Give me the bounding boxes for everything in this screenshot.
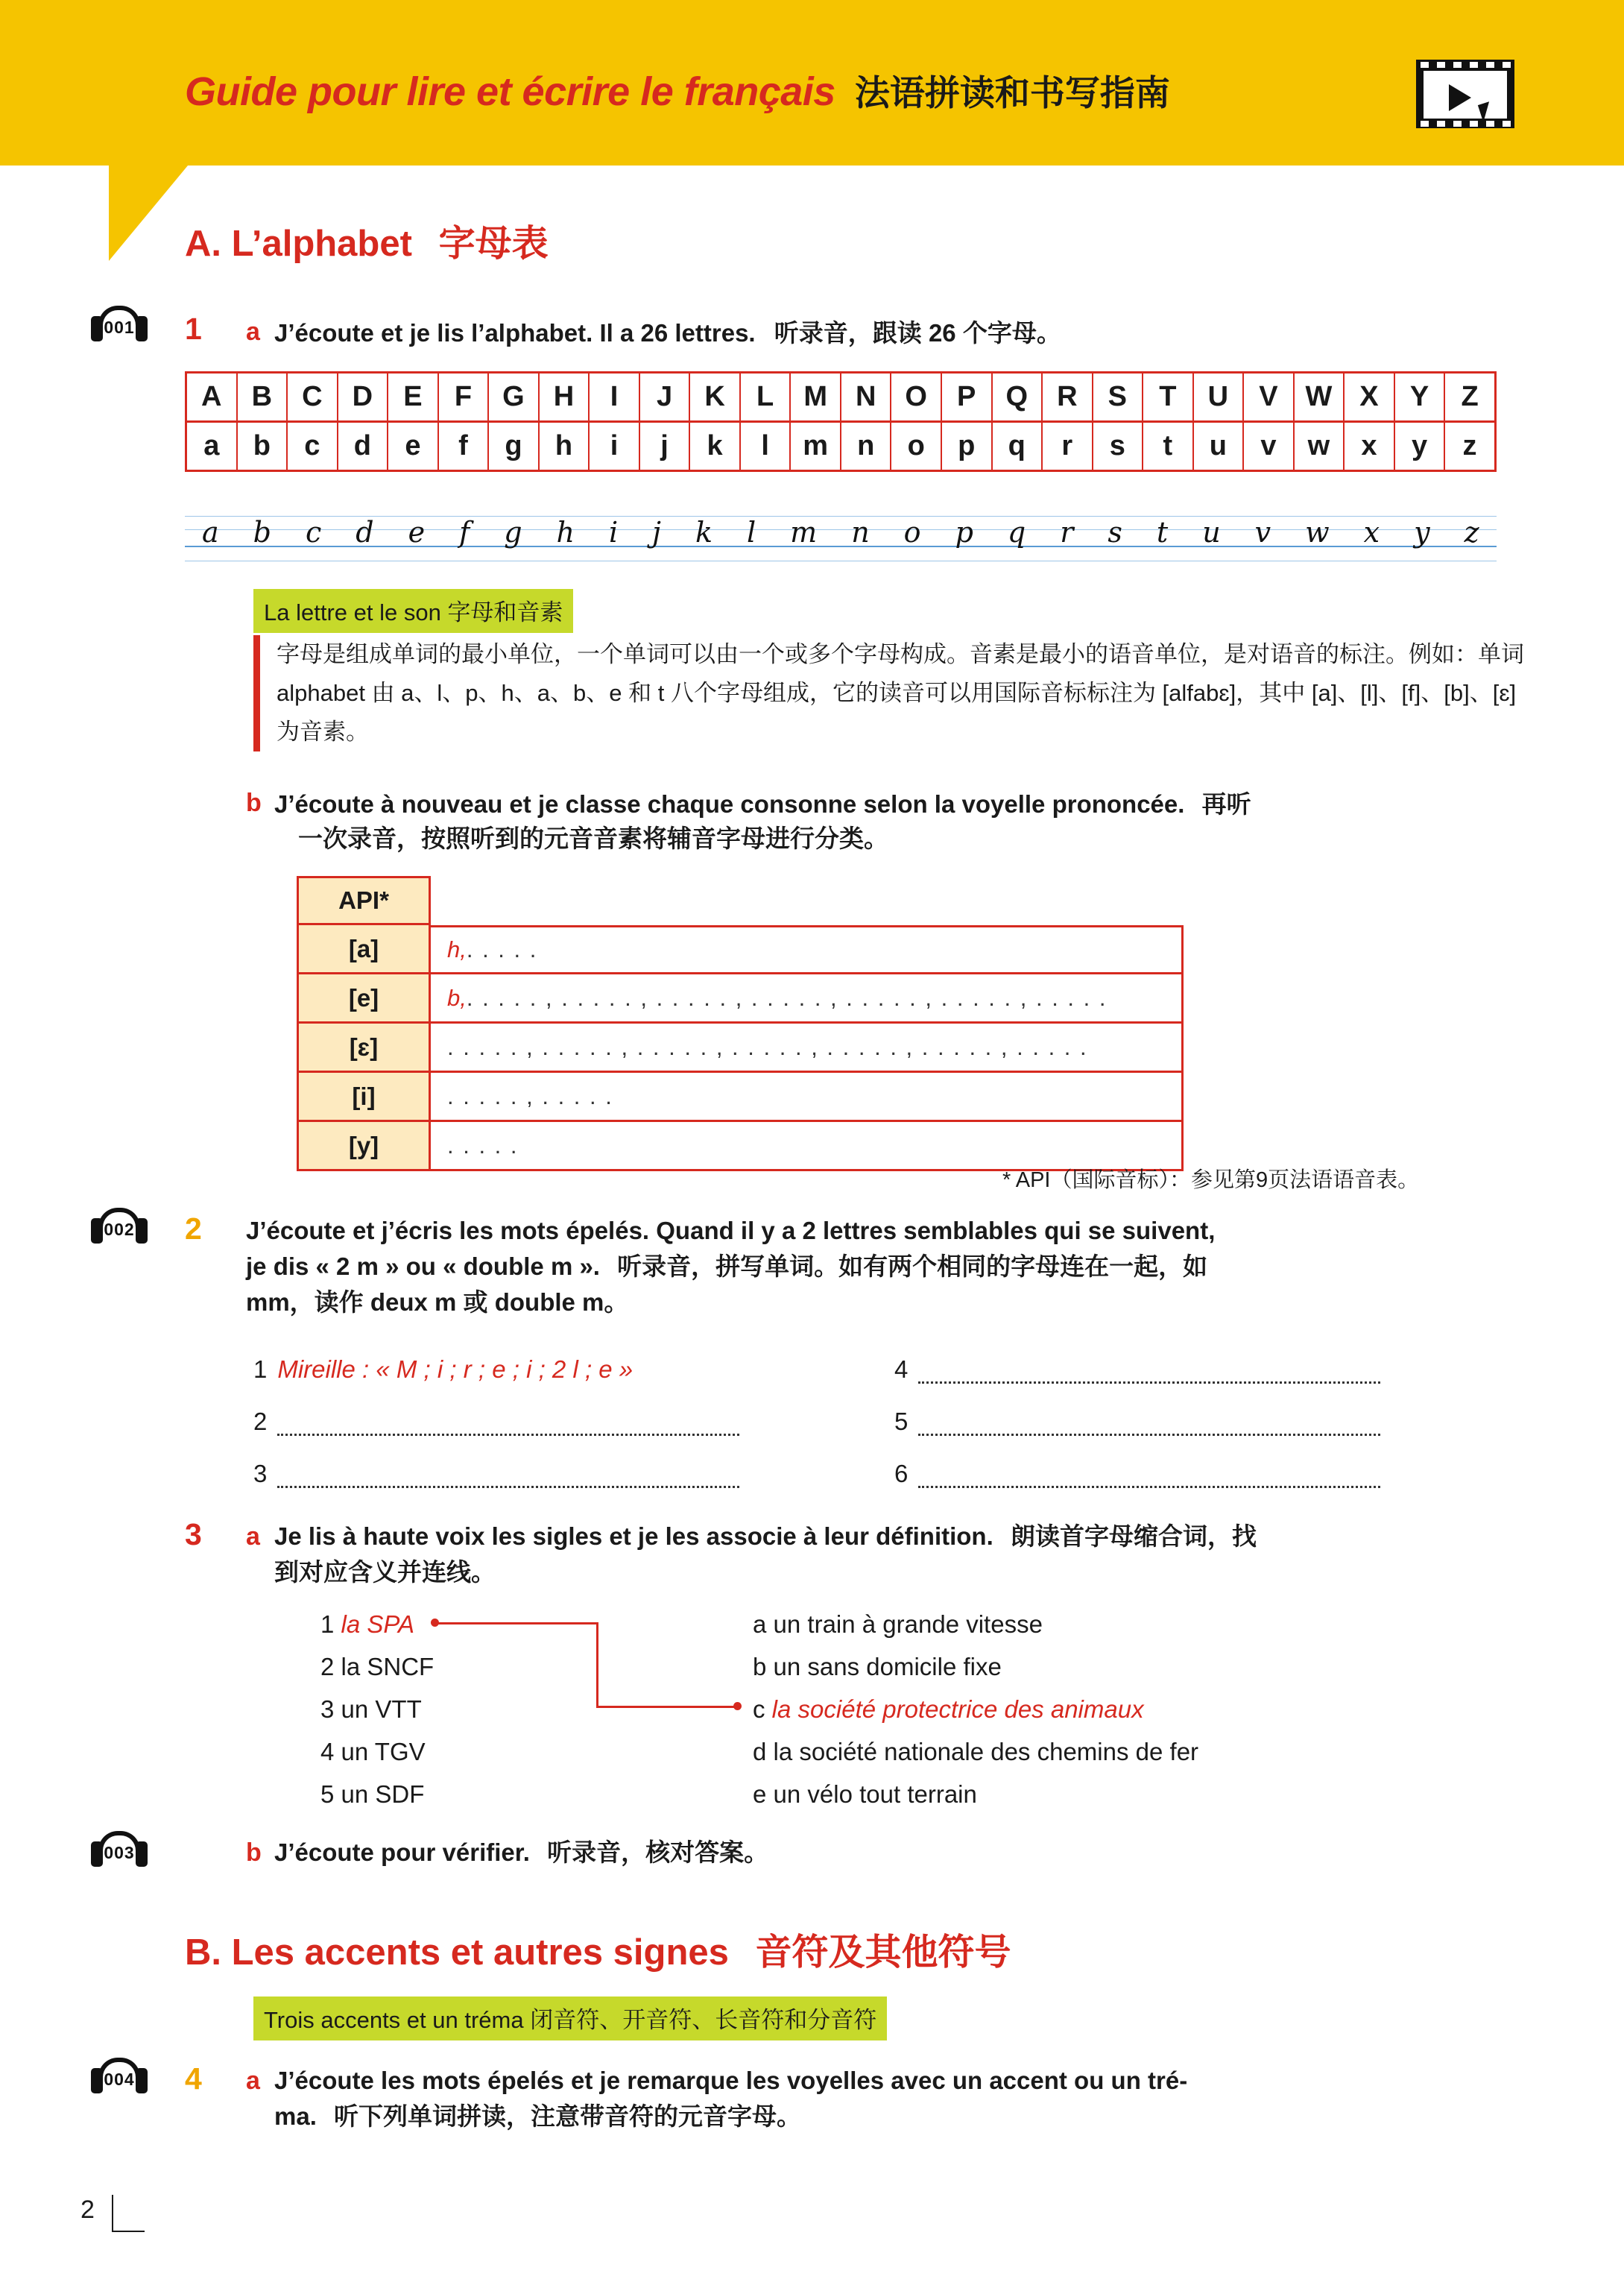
match-connector-h1 <box>435 1622 598 1624</box>
exercise-1b-instruction-cn2: 一次录音，按照听到的元音音素将辅音字母进行分类。 <box>298 825 888 852</box>
footer-rule-horizontal <box>112 2231 145 2232</box>
alphabet-cell-upper-L: L <box>741 374 792 420</box>
exercise-2-instruction-l1: J’écoute et j’écris les mots épelés. Quand il y a 2 lettres semblables qui se suivent, <box>246 1217 1216 1244</box>
exercise-2-instruction-l2 <box>246 1249 1498 1284</box>
item-index: 5 <box>320 1780 341 1808</box>
cursive-letter-u: u <box>1202 516 1221 549</box>
alphabet-cell-upper-U: U <box>1194 374 1245 420</box>
api-row <box>297 1073 1184 1122</box>
item-index: a <box>753 1610 774 1638</box>
exercise-1a-instruction <box>274 316 1497 350</box>
alphabet-cell-upper-Z: Z <box>1461 381 1479 412</box>
section-a-label: A. L’alphabet <box>185 224 412 264</box>
exercise-1a-instruction-fr: J’écoute et je lis l’alphabet. Il a 26 lettres. <box>274 319 756 347</box>
exercise-3a-letter: a <box>246 1522 260 1551</box>
play-triangle-icon <box>1449 84 1471 111</box>
exercise-3b-letter: b <box>246 1838 262 1867</box>
alphabet-cell-upper-Q: Q <box>993 374 1043 420</box>
cursive-letter-f: f <box>459 516 470 549</box>
answer-blank[interactable] <box>918 1359 1380 1384</box>
alphabet-cell-lower-w: w <box>1295 423 1345 470</box>
cursive-letters <box>185 516 1497 549</box>
alphabet-cell-upper-R: R <box>1043 374 1093 420</box>
alphabet-cell-lower-j: j <box>640 423 691 470</box>
alphabet-cell-lower-o: o <box>891 423 942 470</box>
exercise-1b-instruction <box>274 787 1511 822</box>
exercise-4a-instruction-l1: J’écoute les mots épelés et je remarque les voyelles avec un accent ou un tré- <box>274 2067 1188 2094</box>
exercise-4-number: 4 <box>185 2061 202 2096</box>
headphone-icon-004 <box>80 2058 158 2096</box>
alphabet-cell-upper-X: X <box>1345 374 1395 420</box>
alphabet-cell-upper-V: V <box>1244 374 1295 420</box>
exercise-4a-letter: a <box>246 2067 260 2095</box>
exercise-3b-instruction-fr: J’écoute pour vérifier. <box>274 1838 530 1866</box>
item-label: un TGV <box>341 1738 426 1765</box>
alphabet-cell-upper-G: G <box>489 374 540 420</box>
match-dot-right-c <box>733 1702 742 1710</box>
section-a-heading <box>185 215 549 267</box>
cursive-letter-x: x <box>1363 516 1380 549</box>
alphabet-cell-lower-u: u <box>1194 423 1245 470</box>
cursive-letter-a: a <box>202 516 219 549</box>
api-key-1: [e] <box>297 974 431 1024</box>
headphone-icon-003 <box>80 1831 158 1870</box>
exercise-2-answer-4[interactable] <box>894 1355 1380 1384</box>
exercise-1a-letter: a <box>246 318 260 346</box>
api-footnote: * API（国际音标）：参见第9页法语语音表。 <box>1002 1168 1420 1192</box>
match-left-item-4[interactable] <box>320 1730 434 1773</box>
headphone-icon-002 <box>80 1208 158 1247</box>
video-icon <box>1416 60 1514 128</box>
answer-blank[interactable] <box>918 1411 1380 1436</box>
item-label: la SPA <box>341 1610 414 1638</box>
match-left-item-3[interactable] <box>320 1688 434 1730</box>
api-table <box>297 876 1184 1171</box>
exercise-3b-instruction-cn: 听录音，核对答案。 <box>547 1838 769 1866</box>
item-index: 1 <box>320 1610 341 1638</box>
cursive-letter-p: p <box>955 516 973 549</box>
answer-index: 4 <box>894 1355 909 1383</box>
cursive-letter-s: s <box>1108 516 1122 549</box>
note-letter-and-sound: 字母是组成单词的最小单位，一个单词可以由一个或多个字母构成。音素是最小的语音单位，是对语音的标注。例如：单词 alphabet 由 a、l、p、h、a、b、e 和 t 八个字母组成，它的读音可以用国际音标标注为 [alfabɛ]，其中 [a]、[l]、[f]、[b]、[ɛ] 为音素。 <box>253 635 1544 751</box>
cursive-letter-d: d <box>356 516 374 549</box>
audio-track-number: 001 <box>104 318 135 337</box>
exercise-2-answer-5[interactable] <box>894 1408 1380 1436</box>
cursive-letter-z: z <box>1464 516 1479 549</box>
film-holes-top <box>1416 60 1514 69</box>
alphabet-cell-lower-y: y <box>1395 423 1446 470</box>
alphabet-cell-lower-x: x <box>1345 423 1395 470</box>
item-index: d <box>753 1738 774 1765</box>
item-label: un train à grande vitesse <box>773 1610 1043 1638</box>
alphabet-cell-lower-i: i <box>590 423 640 470</box>
audio-track-number-4: 004 <box>104 2070 135 2089</box>
alphabet-cell-lower-h: h <box>540 423 590 470</box>
exercise-1-number: 1 <box>185 312 202 346</box>
section-b-label-cn: 音符及其他符号 <box>755 1932 1011 1973</box>
cursive-letter-y: y <box>1414 516 1430 549</box>
alphabet-cell-lower-r: r <box>1043 423 1093 470</box>
alphabet-cell-lower-l: l <box>741 423 792 470</box>
alphabet-cell-upper-O: O <box>891 374 942 420</box>
alphabet-cell-upper-N: N <box>841 374 892 420</box>
item-index: c <box>753 1695 772 1723</box>
alphabet-cell-lower-p: p <box>942 423 993 470</box>
match-right-item-e[interactable] <box>753 1773 1198 1815</box>
cursive-letter-n: n <box>851 516 870 549</box>
alphabet-cell-upper-S: S <box>1093 374 1144 420</box>
alphabet-cell-lower-e: e <box>388 423 439 470</box>
header-title-chinese: 法语拼读和书写指南 <box>854 73 1170 113</box>
film-holes-bottom <box>1416 119 1514 128</box>
item-index: b <box>753 1653 774 1680</box>
api-key-2: [ɛ] <box>297 1024 431 1073</box>
page-number: 2 <box>80 2196 95 2224</box>
api-key-3: [i] <box>297 1073 431 1122</box>
green-label-letter-and-sound: La lettre et le son 字母和音素 <box>253 589 573 633</box>
item-label: un vélo tout terrain <box>773 1780 977 1808</box>
api-key-0: [a] <box>297 925 431 974</box>
item-index: 3 <box>320 1695 341 1723</box>
api-answer-3[interactable]: . . . . . , . . . . . <box>431 1073 1184 1122</box>
alphabet-cell-lower-n: n <box>841 423 892 470</box>
exercise-1b-instruction-fr: J’écoute à nouveau et je classe chaque consonne selon la voyelle prononcée. <box>274 790 1185 818</box>
exercise-3a-instruction-cn1: 朗读首字母缩合词，找 <box>1010 1522 1257 1550</box>
cursive-letter-v: v <box>1254 516 1271 549</box>
api-answer-2[interactable]: . . . . . , . . . . . , . . . . . , . . . . . , . . . . . , . . . . . , . . . . . <box>431 1024 1184 1073</box>
answer-index: 6 <box>894 1460 909 1487</box>
api-answer-0[interactable]: h, . . . . . <box>431 925 1184 974</box>
item-index: 2 <box>320 1653 341 1680</box>
cursive-letter-b: b <box>253 516 271 549</box>
exercise-3a-instruction-l2: 到对应含义并连线。 <box>274 1558 496 1586</box>
alphabet-cell-lower-m: m <box>791 423 841 470</box>
exercise-2-answer-3[interactable] <box>253 1460 739 1488</box>
alphabet-cell-upper-F: F <box>439 374 490 420</box>
exercise-4a-instruction-l2 <box>274 2099 801 2134</box>
api-answer-4[interactable]: . . . . . <box>431 1122 1184 1171</box>
answer-index: 1 <box>253 1355 268 1383</box>
match-right-item-d[interactable] <box>753 1730 1198 1773</box>
alphabet-cell-lower-t: t <box>1143 423 1194 470</box>
alphabet-cell-lower-s: s <box>1093 423 1144 470</box>
item-label: la SNCF <box>341 1653 435 1680</box>
alphabet-cell-upper-H: H <box>540 374 590 420</box>
green-label-accents: Trois accents et un tréma 闭音符、开音符、长音符和分音符 <box>253 1997 887 2040</box>
cursive-letter-o: o <box>903 516 921 549</box>
alphabet-cell-upper-J: J <box>640 374 691 420</box>
alphabet-cell-lower-a: a <box>187 423 238 470</box>
audio-track-number-2: 002 <box>104 1220 135 1239</box>
cursive-letter-h: h <box>556 516 575 549</box>
alphabet-cell-lower-q: q <box>993 423 1043 470</box>
exercise-2-answer-2[interactable] <box>253 1408 739 1436</box>
header-title-french: Guide pour lire et écrire le français <box>185 69 835 114</box>
item-index: 4 <box>320 1738 341 1765</box>
alphabet-row-lowercase <box>187 420 1494 470</box>
answer-index: 2 <box>253 1408 268 1435</box>
alphabet-cell-upper-C: C <box>288 374 338 420</box>
exercise-2-answer-1[interactable] <box>253 1355 633 1384</box>
cursive-letter-t: t <box>1156 516 1169 549</box>
alphabet-cell-lower-z: z <box>1462 430 1477 461</box>
cursive-letter-g: g <box>504 516 522 549</box>
exercise-3-number: 3 <box>185 1517 202 1551</box>
cursive-letter-c: c <box>305 516 322 549</box>
alphabet-cell-lower-k: k <box>690 423 741 470</box>
match-connector-h2 <box>596 1706 736 1708</box>
alphabet-cell-lower-d: d <box>338 423 389 470</box>
match-left-item-2[interactable] <box>320 1645 434 1688</box>
alphabet-cell-upper-Y: Y <box>1395 374 1446 420</box>
exercise-3-right-column <box>753 1603 1198 1815</box>
exercise-2-answer-6[interactable] <box>894 1460 1380 1488</box>
exercise-2-number: 2 <box>185 1211 202 1246</box>
exercise-2-instruction-cn1: 听录音，拼写单词。如有两个相同的字母连在一起，如 <box>617 1252 1208 1280</box>
section-b-heading <box>185 1923 1011 1976</box>
alphabet-cell-upper-B: B <box>238 374 288 420</box>
exercise-4a-instruction-cn: 听下列单词拼读，注意带音符的元音字母。 <box>334 2102 802 2130</box>
alphabet-table <box>185 371 1497 472</box>
alphabet-cell-upper-A: A <box>187 374 238 420</box>
answer-index: 5 <box>894 1408 909 1435</box>
cursive-letter-r: r <box>1060 516 1074 549</box>
cursive-letter-m: m <box>790 516 818 549</box>
exercise-2-instruction-l3: mm，读作 deux m 或 double m。 <box>246 1288 629 1316</box>
header-title <box>185 66 1170 116</box>
cursive-letter-w: w <box>1305 516 1330 549</box>
alphabet-cell-upper-T: T <box>1143 374 1194 420</box>
item-label: la société nationale des chemins de fer <box>773 1738 1199 1765</box>
cursive-letter-k: k <box>695 516 713 549</box>
cursive-letter-j: j <box>652 516 661 549</box>
cursive-alphabet-row <box>185 514 1497 571</box>
alphabet-cell-upper-P: P <box>942 374 993 420</box>
alphabet-cell-lower-c: c <box>288 423 338 470</box>
exercise-4a-instruction-fr2: ma. <box>274 2102 317 2130</box>
alphabet-cell-lower-v: v <box>1244 423 1295 470</box>
match-right-item-b[interactable] <box>753 1645 1198 1688</box>
item-label: un VTT <box>341 1695 422 1723</box>
match-left-item-5[interactable] <box>320 1773 434 1815</box>
alphabet-cell-lower-g: g <box>489 423 540 470</box>
section-a-label-cn: 字母表 <box>438 224 549 264</box>
alphabet-cell-lower-f: f <box>439 423 490 470</box>
alphabet-cell-upper-W: W <box>1295 374 1345 420</box>
exercise-3b-instruction <box>274 1835 768 1870</box>
match-connector-v <box>596 1622 598 1707</box>
exercise-3a-instruction-fr: Je lis à haute voix les sigles et je les associe à leur définition. <box>274 1522 993 1550</box>
match-right-item-c[interactable] <box>753 1688 1198 1730</box>
cursive-letter-e: e <box>408 516 426 549</box>
section-b-label: B. Les accents et autres signes <box>185 1932 729 1973</box>
item-label: un sans domicile fixe <box>773 1653 1002 1680</box>
exercise-1b-instruction-cn1: 再听 <box>1201 790 1251 818</box>
answer-text: Mireille : « M ; i ; r ; e ; i ; 2 l ; e » <box>277 1355 634 1383</box>
alphabet-cell-upper-E: E <box>388 374 439 420</box>
api-answer-1[interactable]: b, . . . . . , . . . . . , . . . . . , . . . . . , . . . . . , . . . . . , . . . . . <box>431 974 1184 1024</box>
item-label: la société protectrice des animaux <box>771 1695 1144 1723</box>
answer-index: 3 <box>253 1460 268 1487</box>
exercise-3-left-column <box>320 1603 434 1815</box>
cursive-letter-l: l <box>746 516 756 549</box>
audio-track-number-3: 003 <box>104 1843 135 1862</box>
exercise-2-instruction-fr2: je dis « 2 m » ou « double m ». <box>246 1252 600 1280</box>
answer-blank[interactable] <box>277 1411 739 1436</box>
item-index: e <box>753 1780 774 1808</box>
exercise-1b-letter: b <box>246 789 262 817</box>
alphabet-cell-upper-K: K <box>690 374 741 420</box>
exercise-1a-instruction-cn: 听录音，跟读 26 个字母。 <box>774 319 1061 347</box>
api-row <box>297 925 1184 974</box>
answer-blank[interactable] <box>277 1463 739 1488</box>
headphone-icon-001 <box>80 306 158 344</box>
footer-rule-vertical <box>112 2195 113 2232</box>
cursive-letter-i: i <box>609 516 619 549</box>
cursive-letter-q: q <box>1007 516 1026 549</box>
alphabet-cell-upper-D: D <box>338 374 389 420</box>
item-label: un SDF <box>341 1780 425 1808</box>
alphabet-cell-upper-M: M <box>791 374 841 420</box>
alphabet-row-uppercase <box>187 374 1494 420</box>
api-row <box>297 974 1184 1024</box>
api-table-body <box>297 925 1184 1171</box>
alphabet-cell-upper-I: I <box>590 374 640 420</box>
match-left-item-1[interactable] <box>320 1603 434 1645</box>
api-key-4: [y] <box>297 1122 431 1171</box>
match-right-item-a[interactable] <box>753 1603 1198 1645</box>
alphabet-cell-lower-b: b <box>238 423 288 470</box>
exercise-3a-instruction-l1 <box>274 1519 1511 1554</box>
api-table-header: API* <box>297 876 431 925</box>
api-row <box>297 1024 1184 1073</box>
answer-blank[interactable] <box>918 1463 1380 1488</box>
